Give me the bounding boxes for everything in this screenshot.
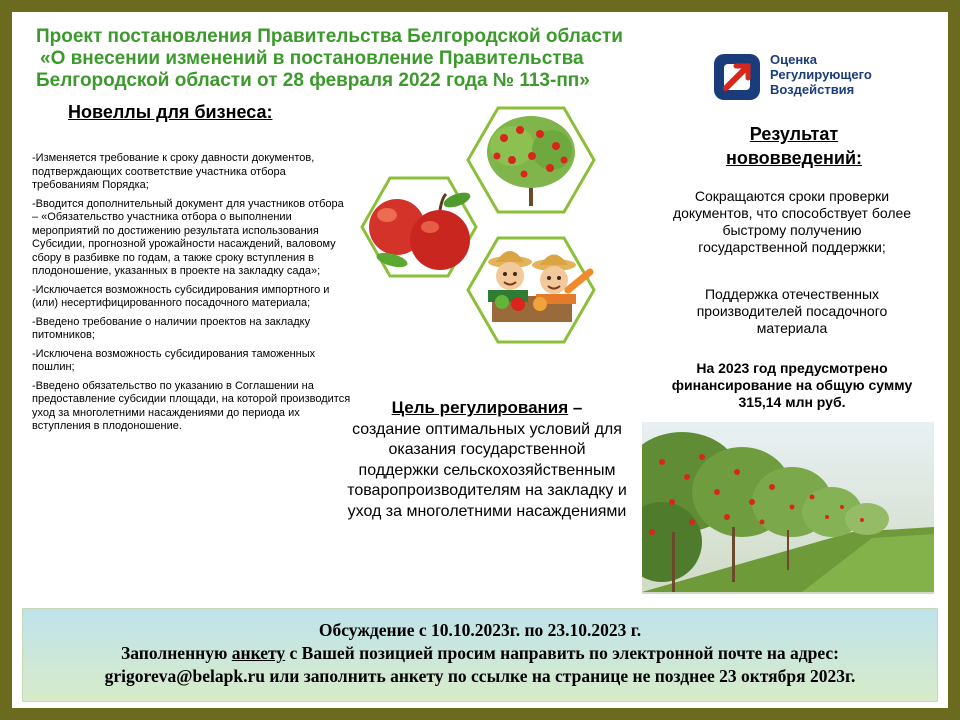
novelly-item: -Изменяется требование к сроку давности документов, подтверждающих соответствие участника отбора требованиям Порядка;	[32, 152, 315, 191]
result-text-1: Сокращаются сроки проверки документов, что способствует более быстрому получению государственной поддержки;	[672, 188, 912, 255]
goal-block	[347, 398, 627, 522]
title-line-1: Проект постановления Правительства Белгородской области	[36, 26, 623, 47]
novelly-item: -Введено требование о наличии проектов на закладку питомников;	[32, 315, 311, 341]
document-title	[36, 26, 716, 92]
logo-line-1: Оценка	[770, 52, 817, 67]
footer-line-3: grigoreva@belapk.ru или заполнить анкету по ссылке на странице не позднее 23 октября 2023г.	[104, 666, 856, 686]
logo-line-2: Регулирующего	[770, 67, 872, 82]
footer-line-2-post: с Вашей позицией просим направить по электронной почте на адрес:	[285, 643, 839, 663]
novelly-list	[32, 152, 352, 439]
result-heading	[694, 122, 894, 170]
hexagon-illustrations	[342, 90, 632, 370]
questionnaire-link[interactable]: анкету	[231, 643, 286, 663]
tree-hexagon	[468, 108, 594, 212]
novelly-heading: Новеллы для бизнеса:	[68, 102, 273, 122]
farmers-hexagon	[468, 238, 594, 342]
title-line-3: Белгородской области от 28 февраля 2022 года № 113-пп»	[36, 70, 590, 91]
orv-logo	[712, 52, 902, 104]
discussion-footer	[22, 608, 938, 702]
slide	[12, 12, 948, 708]
footer-line-2	[23, 642, 937, 665]
discussion-dates: Обсуждение с 10.10.2023г. по 23.10.2023 г.	[318, 620, 642, 640]
goal-heading: Цель регулирования	[391, 398, 569, 417]
orv-logo-icon	[712, 52, 764, 104]
result-heading-line-1: Результат	[749, 124, 839, 144]
novelly-item: -Введено обязательство по указанию в Соглашении на предоставление субсидии площади, на которой производится уход за многолетними насаждениями до периода их вступления в плодоношение.	[32, 379, 351, 432]
result-heading-line-2: нововведений:	[725, 148, 863, 168]
goal-dash: –	[568, 398, 583, 417]
title-line-2: «О внесении изменений в постановление Правительства	[40, 48, 584, 69]
novelly-item: -Исключается возможность субсидирования импортного и (или) несертифицированного посадочного материала;	[32, 283, 330, 309]
goal-text: создание оптимальных условий для оказания государственной поддержки сельскохозяйственным товаропроизводителям на закладку и уход за многолетними насаждениями	[347, 420, 627, 520]
result-financing: На 2023 год предусмотрено финансирование на общую сумму 315,14 млн руб.	[671, 360, 913, 410]
novelly-item: -Вводится дополнительный документ для участников отбора – «Обязательство участника отбора о выполнении мероприятий по достижению результата использования Субсидии, прогнозной урожайности насаждений, валовому сбору в разбивке по годам, а также сроку вступления в плодоношение, указанных в проекте на закладку сада»;	[32, 197, 344, 277]
logo-line-3: Воздействия	[770, 82, 855, 97]
apples-hexagon	[362, 178, 476, 276]
novelly-item: -Исключена возможность субсидирования таможенных пошлин;	[32, 347, 316, 373]
orv-logo-text	[770, 52, 872, 97]
footer-line-2-pre: Заполненную	[121, 643, 232, 663]
orchard-photo	[642, 422, 934, 594]
result-text-2: Поддержка отечественных производителей посадочного материала	[696, 286, 888, 336]
